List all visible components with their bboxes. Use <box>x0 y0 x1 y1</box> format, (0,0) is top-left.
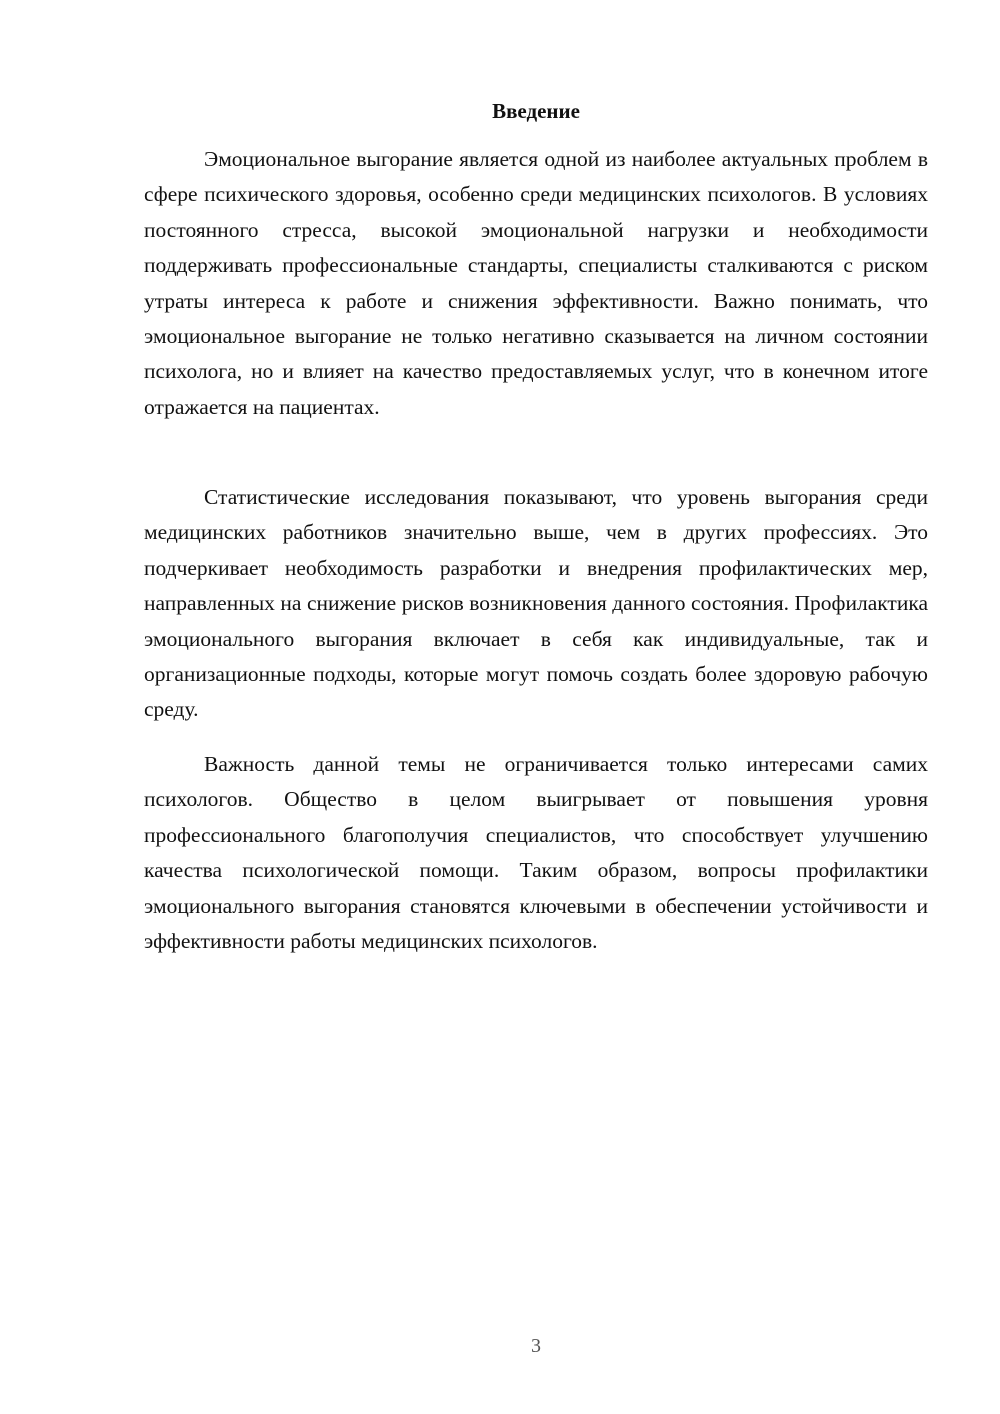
paragraph-2: Статистические исследования показывают, что уровень выгорания среди медицинских работников значительно выше, чем в других профессиях. Это подчеркивает необходимость разработки и внедрения профилактических мер, направленных на снижение рисков возникновения данного состояния. Профилактика эмоционального выгорания включает в себя как индивидуальные, так и организационные подходы, которые могут помочь создать более здоровую рабочую среду. <box>144 485 928 722</box>
page-number: 3 <box>531 1335 541 1357</box>
section-heading: Введение <box>492 99 580 123</box>
paragraph-1: Эмоциональное выгорание является одной из наиболее актуальных проблем в сфере психического здоровья, особенно среди медицинских психологов. В условиях постоянного стресса, высокой эмоциональной нагрузки и необходимости поддерживать профессиональные стандарты, специалисты сталкиваются с риском утраты интереса к работе и снижения эффективности. Важно понимать, что эмоциональное выгорание не только негативно сказывается на личном состоянии психолога, но и влияет на качество предоставляемых услуг, что в конечном итоге отражается на пациентах. <box>144 147 928 419</box>
paragraph-3: Важность данной темы не ограничивается только интересами самих психологов. Общество в целом выигрывает от повышения уровня профессионального благополучия специалистов, что способствует улучшению качества психологической помощи. Таким образом, вопросы профилактики эмоционального выгорания становятся ключевыми в обеспечении устойчивости и эффективности работы медицинских психологов. <box>144 752 928 954</box>
